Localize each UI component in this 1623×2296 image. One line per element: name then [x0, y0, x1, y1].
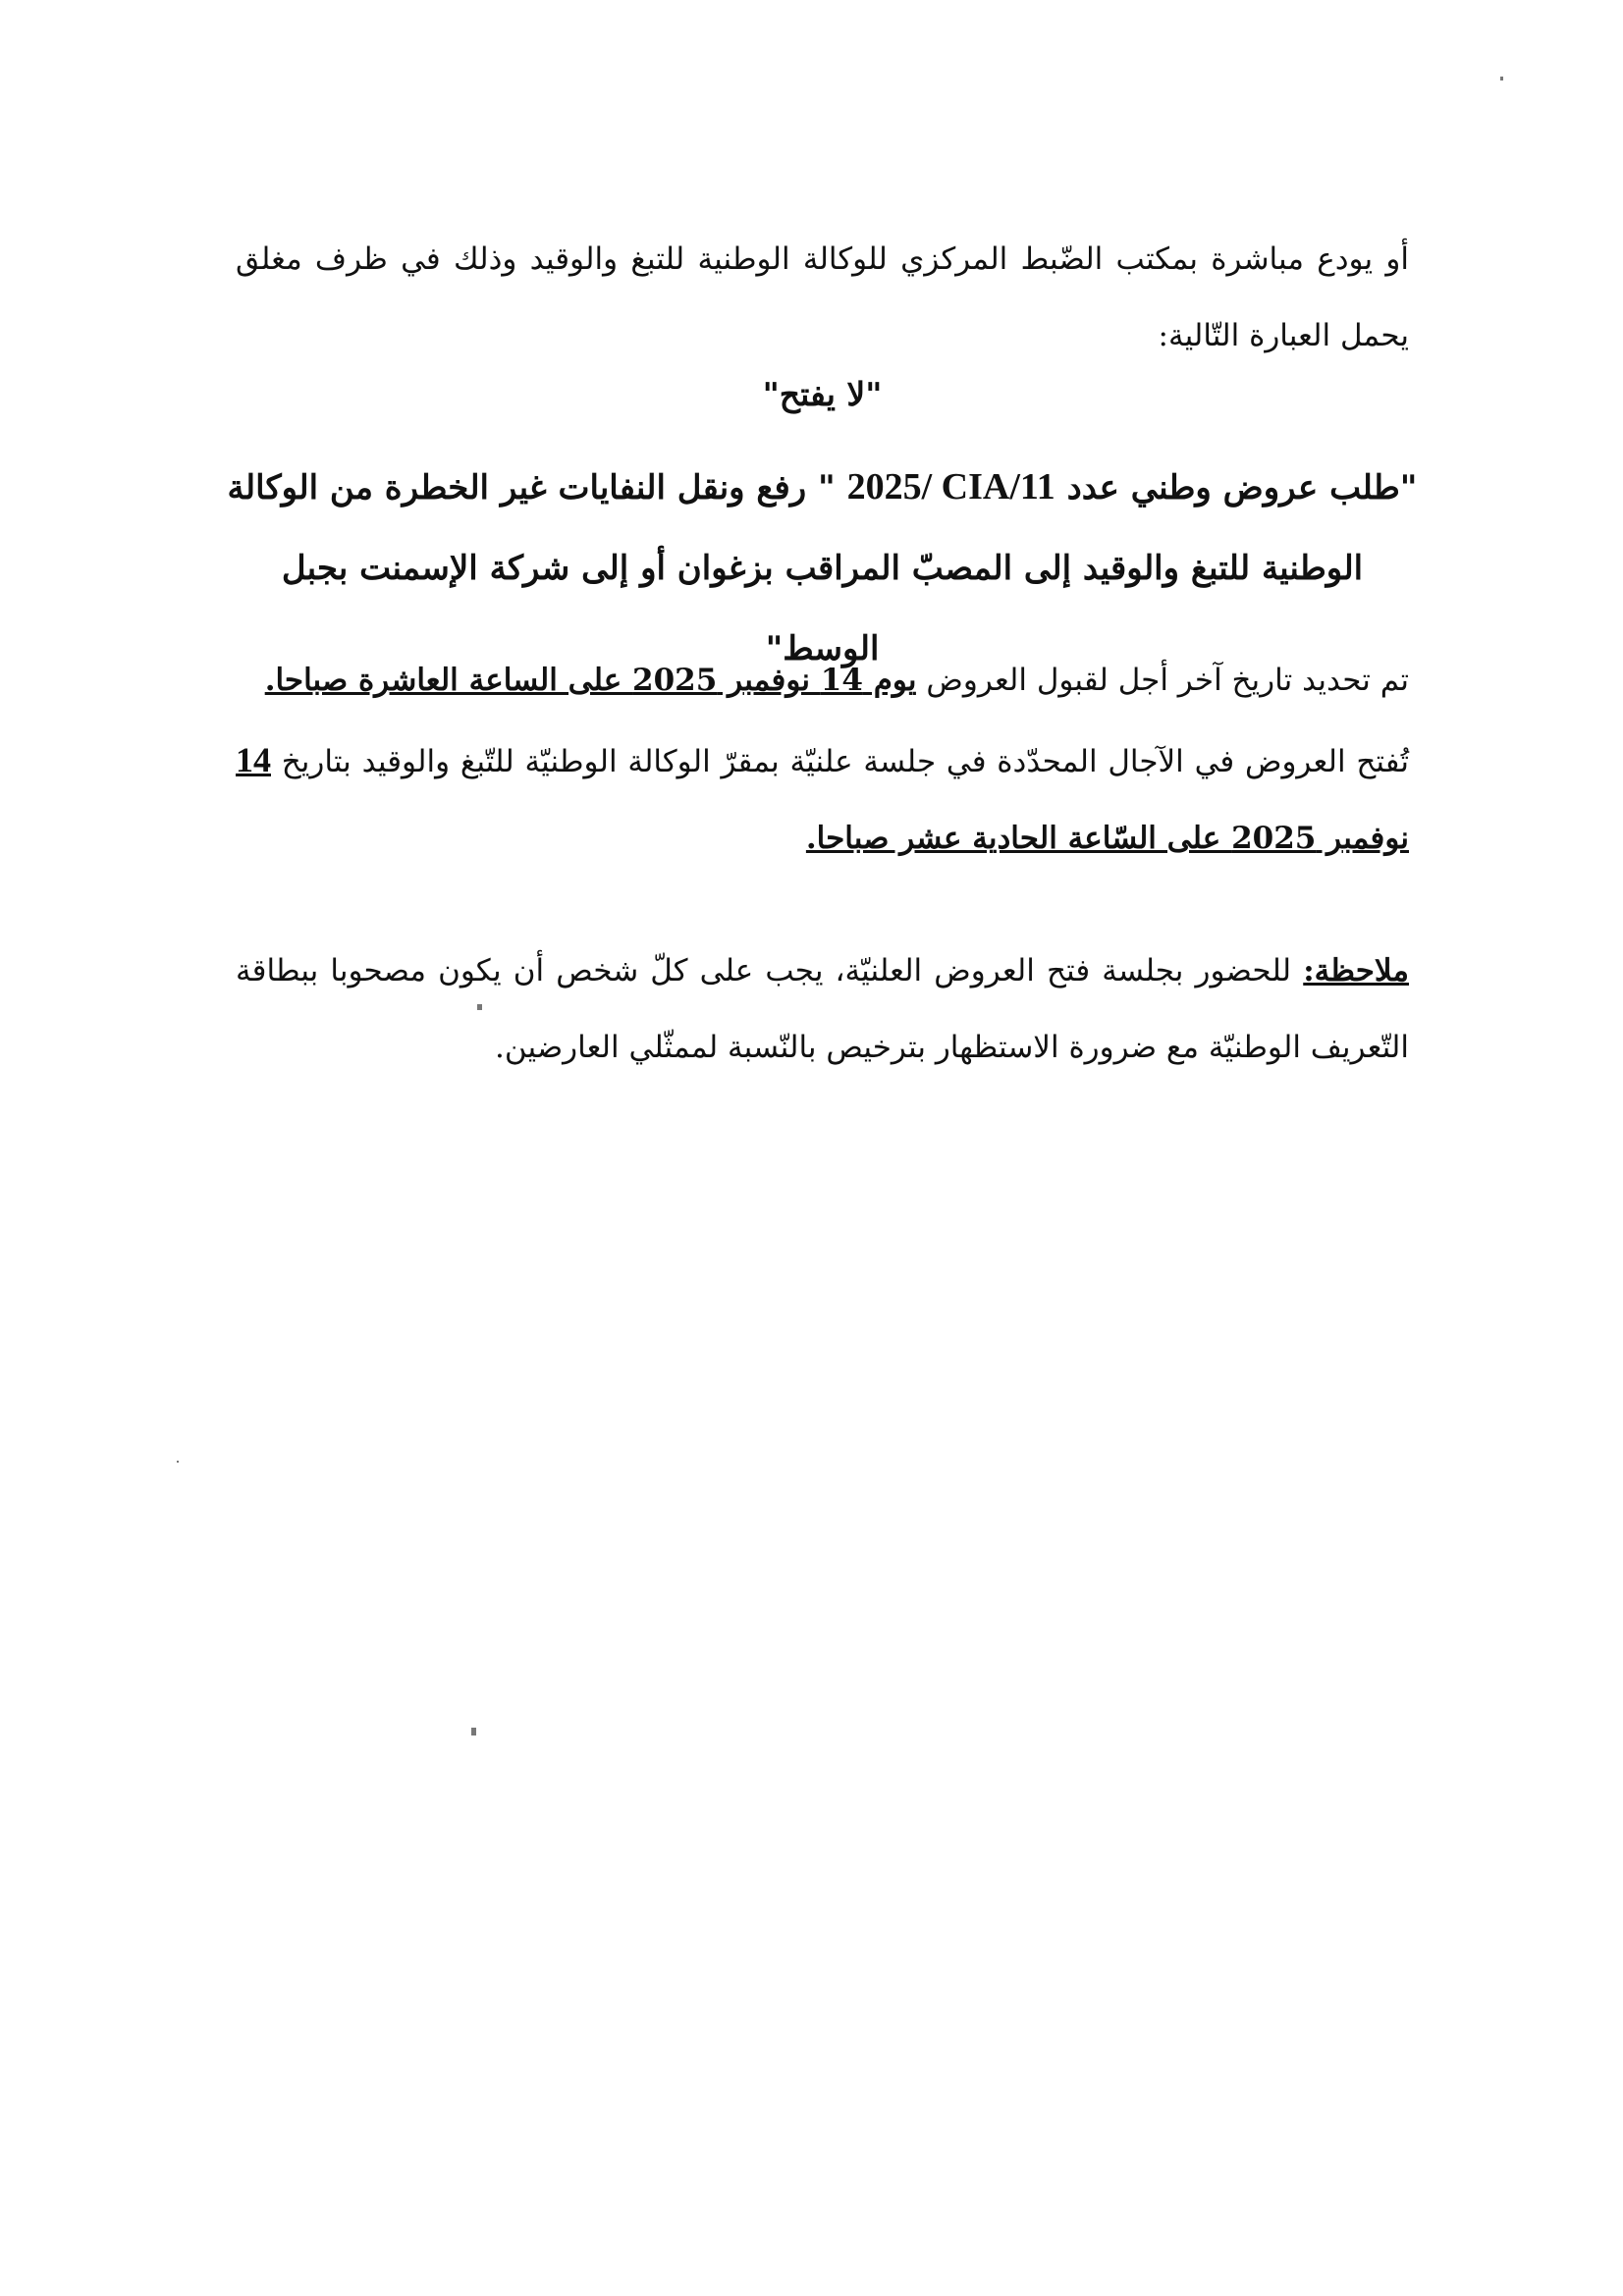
note-text: للحضور بجلسة فتح العروض العلنيّة، يجب على كلّ شخص أن يكون مصحوبا ببطاقة التّعريف الوطنيّة مع ضرورة الاستظهار بترخيص بالنّسبة لممثّلي العارضين.	[236, 953, 1409, 1065]
scan-speck-1	[1500, 77, 1503, 80]
scan-speck-3	[477, 1004, 482, 1010]
opening-text: تُفتح العروض في الآجال المحدّدة في جلسة علنيّة بمقرّ الوكالة الوطنيّة للتّبغ والوقيد بتاريخ	[271, 744, 1409, 779]
intro-paragraph	[236, 221, 1409, 374]
scan-speck-4	[177, 1461, 179, 1463]
tender-title-part1: "طلب عروض وطني عدد	[1055, 468, 1418, 507]
scan-speck-2	[471, 1728, 476, 1735]
opening-day: 14	[236, 740, 271, 779]
do-not-open-heading	[236, 375, 1409, 413]
opening-paragraph	[236, 721, 1409, 877]
intro-text: أو يودع مباشرة بمكتب الضّبط المركزي للوكالة الوطنية للتبغ والوقيد وذلك في ظرف مغلق يحمل العبارة التّالية:	[236, 241, 1409, 353]
tender-title-part2: " رفع ونقل النفايات غير الخطرة من الوكالة الوطنية للتبغ والوقيد إلى المصبّ المراقب بزغوان أو إلى شركة الإسمنت بجبل الوسط"	[227, 468, 1364, 668]
deadline-date: يوم 14 نوفمبر 2025 على الساعة العاشرة صباحا.	[264, 663, 917, 698]
note-label: ملاحظة:	[1303, 953, 1409, 988]
do-not-open-text: "لا يفتح"	[762, 375, 883, 413]
deadline-text: تم تحديد تاريخ آخر أجل لقبول العروض	[916, 663, 1409, 698]
deadline-paragraph	[236, 650, 1409, 711]
note-paragraph	[236, 933, 1409, 1086]
tender-reference-number: 2025/ CIA/11	[846, 466, 1055, 507]
opening-date: نوفمبر 2025 على السّاعة الحادية عشر صباحا.	[805, 821, 1409, 856]
